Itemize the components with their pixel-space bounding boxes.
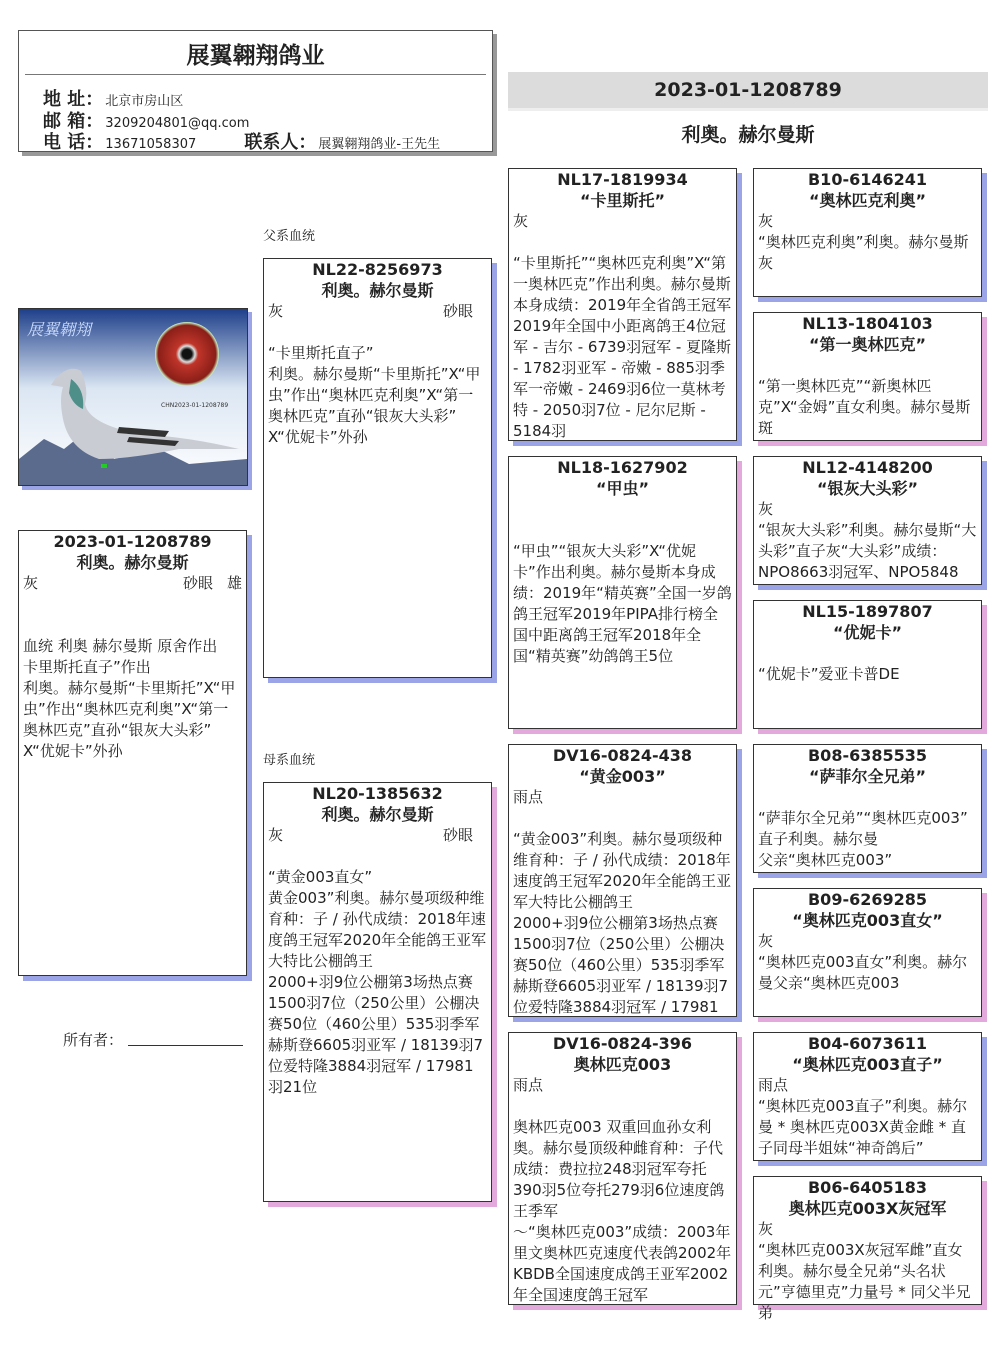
pigeon-name: “奥林匹克利奥” (808, 191, 927, 210)
pigeon-name: “萨菲尔全兄弟” (808, 767, 927, 786)
ring-number: B08-6385535 (807, 746, 928, 765)
pedigree-notes: “萨菲尔全兄弟”“奥林匹克003” 直子利奥。赫尔曼 父亲“奥林匹克003” (758, 809, 968, 869)
pedigree-notes: “奥林匹克003直女”利奥。赫尔曼父亲“奥林匹克003 (758, 953, 968, 992)
photo-caption: CHN2023-01-1208789 (161, 402, 229, 409)
feather-color: 灰 (758, 1220, 774, 1238)
granddam-maternal-card (508, 1032, 737, 1305)
ancestor-card (753, 312, 982, 441)
feather-color: 雨点 (758, 1076, 789, 1094)
ring-number: NL22-8256973 (312, 260, 443, 279)
feather-color: 灰 (758, 932, 774, 950)
pigeon-name: 奥林匹克003X灰冠军 (788, 1199, 947, 1218)
pigeon-name: “甲虫” (595, 479, 650, 498)
ring-number: DV16-0824-438 (552, 746, 693, 765)
dam-card (263, 782, 492, 1202)
phone-row (43, 128, 440, 154)
breeder-title: 展翼翱翔鸽业 (186, 43, 325, 69)
ring-number: NL15-1897807 (802, 602, 933, 621)
grandsire-maternal-card (508, 744, 737, 1017)
pedigree-notes: 奥林匹克003 双重回血孙女利奥。赫尔曼顶级种雌育种：子代成绩：费拉拉248羽冠军夸托390羽5位夸托279羽6位速度鸽王季军 ～“奥林匹克003”成绩：2003年里文奥林匹克速度代表鸽2002年KBDB全国速度成鸽王亚军2002年全国速度鸽王冠军 (513, 1118, 732, 1304)
address-label: 地 址： (43, 89, 104, 110)
ancestor-card (753, 1176, 982, 1322)
pedigree-notes: “黄金003直女” 黄金003”利奥。赫尔曼项级种维育种：子 / 孙代成绩：2018年速度鸽王冠军2020年全能鸽王亚军大特比公棚鸽王 2000+羽9位公棚第3场热点赛1500羽7位（250公里）公棚决赛50位（460公里）535羽季军赫斯登6605羽亚军 / 18139羽7位爱特隆3884羽冠军 / 17981羽21位 (268, 868, 487, 1096)
ring-number: NL18-1627902 (557, 458, 688, 477)
feather-color: 灰 (513, 212, 529, 230)
ancestor-card (753, 1032, 982, 1161)
contact-value: 展翼翱翔鸽业-王先生 (318, 137, 441, 152)
breeder-header (18, 30, 493, 152)
ring-number: NL13-1804103 (802, 314, 933, 333)
pedigree-notes: “奥林匹克003直子”利奥。赫尔曼 * 奥林匹克003X黄金雌 * 直子同母半姐妹“神奇鸽后” (758, 1097, 968, 1157)
feather-color: 灰 (758, 500, 774, 518)
ancestor-card (753, 600, 982, 729)
photo-logo-text: 展翼翱翔 (27, 320, 92, 339)
phone-value: 13671058307 (105, 137, 197, 152)
owner-signature-line[interactable] (128, 1045, 243, 1046)
ring-number: NL17-1819934 (557, 170, 688, 189)
ring-number: B06-6405183 (807, 1178, 928, 1197)
sex: 雄 (226, 574, 242, 592)
ring-number: NL20-1385632 (312, 784, 443, 803)
ring-number: B09-6269285 (807, 890, 928, 909)
email-value: 3209204801@qq.com (105, 116, 250, 131)
feather-color: 灰 (758, 212, 774, 230)
address-value: 北京市房山区 (105, 94, 184, 109)
main-ring-band: 2023-01-1208789 (508, 72, 988, 111)
pedigree-notes: “卡里斯托”“奥林匹克利奥”X“第一奥林匹克”作出利奥。赫尔曼斯本身成绩：2019年全省鸽王冠军2019年全国中小距离鸽王4位冠军 - 吉尔 - 6739羽冠军 - 夏隆斯 - 1782羽亚军 - 帝嫩 - 885羽季军一帝嫩 - 2469羽6位一莫林考特 - 2050羽7位 - 尼尔尼斯 - 5184羽 (513, 254, 732, 440)
pigeon-name: 利奥。赫尔曼斯 (321, 805, 434, 824)
ring-number: NL12-4148200 (802, 458, 933, 477)
phone-label: 电 话： (43, 132, 104, 153)
ring-number: 2023-01-1208789 (53, 532, 212, 551)
pedigree-notes: “第一奥林匹克”“新奥林匹克”X“金姆”直女利奥。赫尔曼斯斑 (758, 377, 971, 437)
sire-card (263, 258, 492, 678)
pedigree-notes: “优妮卡”爱亚卡普DE (758, 665, 900, 683)
email-label: 邮 箱： (43, 111, 104, 132)
feather-color: 灰 (268, 302, 284, 320)
pigeon-name: “奥林匹克003直子” (792, 1055, 943, 1074)
pigeon-name: “黄金003” (579, 767, 666, 786)
eye-type: 砂眼 (442, 302, 473, 320)
eye-type: 砂眼 (442, 826, 473, 844)
pedigree-notes: “黄金003”利奥。赫尔曼项级种维育种：子 / 孙代成绩：2018年速度鸽王冠军2020年全能鸽王亚军大特比公棚鸽王 2000+羽9位公棚第3场热点赛1500羽7位（250公里）公棚决赛50位（460公里）535羽季军赫斯登6605羽亚军 / 18139羽7位爱特隆3884羽冠军 / 17981 (513, 830, 732, 1016)
pigeon-name: 利奥。赫尔曼斯 (321, 281, 434, 300)
pigeon-photo (18, 308, 248, 486)
pigeon-name: “奥林匹克003直女” (792, 911, 943, 930)
divider (25, 74, 486, 75)
feather-color: 灰 (268, 826, 284, 844)
ring-number: B10-6146241 (807, 170, 928, 189)
pigeon-name: 利奥。赫尔曼斯 (76, 553, 189, 572)
pigeon-name: “第一奥林匹克” (808, 335, 927, 354)
feather-color: 灰 (23, 574, 39, 592)
feather-color: 雨点 (513, 788, 544, 806)
ancestor-card (753, 168, 982, 297)
sire-line-label: 父系血统 (263, 229, 316, 244)
pedigree-notes: “甲虫”“银灰大头彩”X“优妮卡”作出利奥。赫尔曼斯本身成绩：2019年“精英赛”全国一岁鸽鸽王冠军2019年PIPA排行榜全国中距离鸽王冠军2018年全国“精英赛”幼鸽鸽王5位 (513, 542, 732, 665)
pedigree-notes: “奥林匹克利奥”利奥。赫尔曼斯 灰 (758, 233, 969, 272)
grandsire-paternal-card (508, 168, 737, 441)
pigeon-name: 奥林匹克003 (573, 1055, 672, 1074)
contact-label: 联系人： (244, 132, 317, 153)
owner-label: 所有者： (63, 1031, 124, 1049)
granddam-paternal-card (508, 456, 737, 729)
ring-number: B04-6073611 (807, 1034, 928, 1053)
ancestor-card (753, 456, 982, 585)
pedigree-notes: 血统 利奥 赫尔曼斯 原舍作出 卡里斯托直子”作出 利奥。赫尔曼斯“卡里斯托”X“甲虫”作出“奥林匹克利奥”X“第一奥林匹克”直孙“银灰大头彩” X“优妮卡”外孙 (23, 637, 236, 760)
ancestor-card (753, 744, 982, 873)
eye-type: 砂眼 (182, 574, 213, 592)
pigeon-name: “优妮卡” (832, 623, 903, 642)
pedigree-notes: “卡里斯托直子” 利奥。赫尔曼斯“卡里斯托”X“甲虫”作出“奥林匹克利奥”X“第一奥林匹克”直孙“银灰大头彩” X“优妮卡”外孙 (268, 344, 481, 446)
subject-card (18, 530, 247, 976)
pigeon-name: “卡里斯托” (579, 191, 666, 210)
ancestor-card (753, 888, 982, 1017)
feather-color: 雨点 (513, 1076, 544, 1094)
pigeon-name: “银灰大头彩” (816, 479, 919, 498)
ring-number: DV16-0824-396 (552, 1034, 693, 1053)
pedigree-notes: “奥林匹克003X灰冠军雌”直女利奥。赫尔曼全兄弟“头名状元”亨德里克”力量号 * 同父半兄弟 (758, 1241, 971, 1322)
pedigree-notes: “银灰大头彩”利奥。赫尔曼斯“大头彩”直子灰“大头彩”成绩：NPO8663羽冠军、NPO5848 (758, 521, 977, 581)
main-pigeon-name: 利奥。赫尔曼斯 (681, 124, 815, 146)
dam-line-label: 母系血统 (263, 753, 316, 768)
